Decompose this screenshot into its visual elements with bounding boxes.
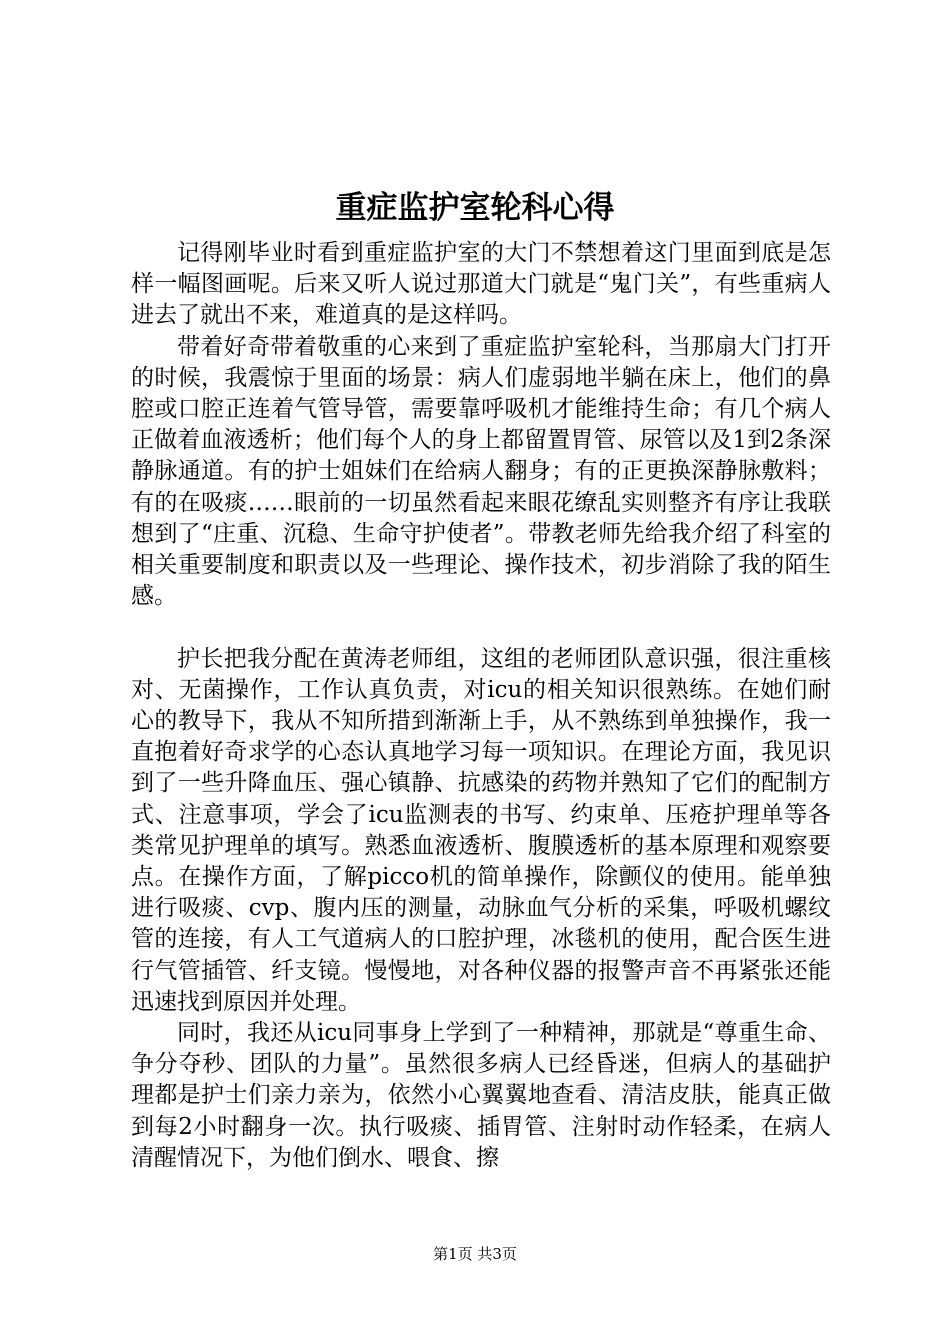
page-number-label: 第1页 共3页 (433, 1245, 517, 1263)
document-body (131, 238, 831, 1174)
paragraph-4: 同时，我还从icu同事身上学到了一种精神，那就是“尊重生命、争分夺秒、团队的力量”。虽然很多病人已经昏迷，但病人的基础护理都是护士们亲力亲为，依然小心翼翼地查看、清洁皮肤，能真正做到每2小时翻身一次。执行吸痰、插胃管、注射时动作轻柔，在病人清醒情况下，为他们倒水、喂食、擦 (131, 1020, 831, 1171)
document-title: 重症监护室轮科心得 (335, 190, 615, 226)
paragraph-3: 护长把我分配在黄涛老师组，这组的老师团队意识强，很注重核对、无菌操作，工作认真负责，对icu的相关知识很熟练。在她们耐心的教导下，我从不知所措到渐渐上手，从不熟练到单独操作，我一直抱着好奇求学的心态认真地学习每一项知识。在理论方面，我见识到了一些升降血压、强心镇静、抗感染的药物并熟知了它们的配制方式、注意事项，学会了icu监测表的书写、约束单、压疮护理单等各类常见护理单的填写。熟悉血液透析、腹膜透析的基本原理和观察要点。在操作方面，了解picco机的简单操作，除颤仪的使用。能单独进行吸痰、cvp、腹内压的测量，动脉血气分析的采集，呼吸机螺纹管的连接，有人工气道病人的口腔护理，冰毯机的使用，配合医生进行气管插管、纤支镜。慢慢地，对各种仪器的报警声音不再紧张还能迅速找到原因并处理。 (131, 645, 831, 1015)
paragraph-2: 带着好奇带着敬重的心来到了重症监护室轮科，当那扇大门打开的时候，我震惊于里面的场景：病人们虚弱地半躺在床上，他们的鼻腔或口腔正连着气管导管，需要靠呼吸机才能维持生命；有几个病人正做着血液透析；他们每个人的身上都留置胃管、尿管以及1到2条深静脉通道。有的护士姐妹们在给病人翻身；有的正更换深静脉敷料；有的在吸痰……眼前的一切虽然看起来眼花缭乱实则整齐有序让我联想到了“庄重、沉稳、生命守护使者”。带教老师先给我介绍了科室的相关重要制度和职责以及一些理论、操作技术，初步消除了我的陌生感。 (131, 333, 831, 610)
paragraph-1: 记得刚毕业时看到重症监护室的大门不禁想着这门里面到底是怎样一幅图画呢。后来又听人说过那道大门就是“鬼门关”，有些重病人进去了就出不来，难道真的是这样吗。 (131, 240, 831, 329)
page-footer (0, 1244, 950, 1264)
